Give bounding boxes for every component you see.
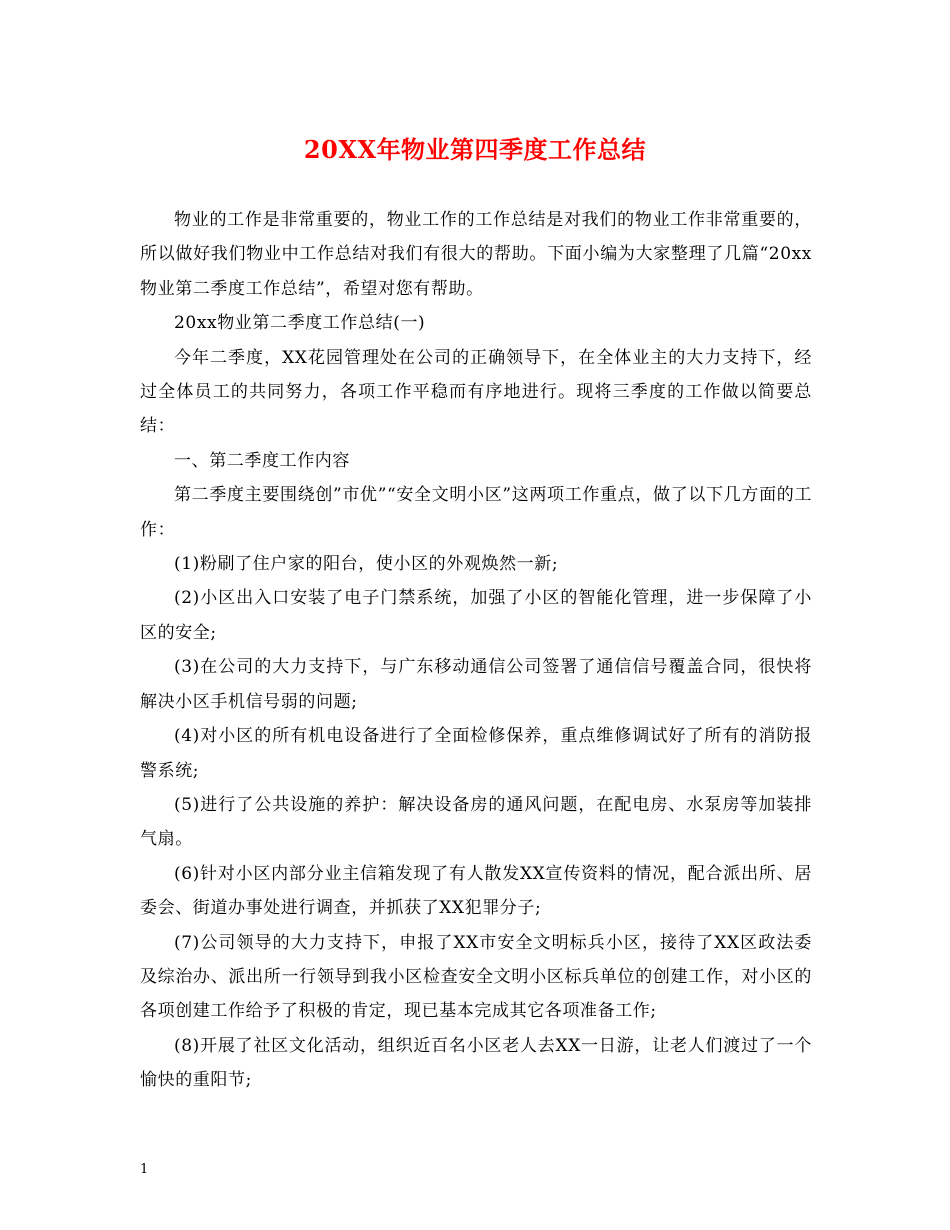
list-item: (4)对小区的所有机电设备进行了全面检修保养，重点维修调试好了所有的消防报警系统; xyxy=(140,726,812,781)
list-item: (7)公司领导的大力支持下，申报了XX市安全文明标兵小区，接待了XX区政法委及综治办、派出所一行领导到我小区检查安全文明小区标兵单位的创建工作，对小区的各项创建工作给予了积极的肯定，现已基本完成其它各项准备工作; xyxy=(140,932,812,1022)
paragraph: 第二季度主要围绕创”市优”“安全文明小区”这两项工作重点，做了以下几方面的工作： xyxy=(140,485,812,540)
list-item: (1)粉刷了住户家的阳台，使小区的外观焕然一新; xyxy=(174,554,559,575)
paragraph: 今年二季度，XX花园管理处在公司的正确领导下，在全体业主的大力支持下，经过全体员工的共同努力，各项工作平稳而有序地进行。现将三季度的工作做以简要总结： xyxy=(140,347,812,437)
list-item: (3)在公司的大力支持下，与广东移动通信公司签署了通信信号覆盖合同，很快将解决小区手机信号弱的问题; xyxy=(140,657,812,712)
list-item: (5)进行了公共设施的养护：解决设备房的通风问题，在配电房、水泵房等加装排气扇。 xyxy=(140,794,812,850)
section-heading: 一、第二季度工作内容 xyxy=(174,450,350,471)
paragraph: 物业的工作是非常重要的，物业工作的工作总结是对我们的物业工作非常重要的，所以做好我们物业中工作总结对我们有很大的帮助。下面小编为大家整理了几篇“20xx物业第二季度工作总结”，希望对您有帮助。 xyxy=(140,210,812,299)
list-item: (8)开展了社区文化活动，组织近百名小区老人去XX一日游，让老人们渡过了一个愉快的重阳节; xyxy=(140,1035,812,1091)
list-item: (2)小区出入口安装了电子门禁系统，加强了小区的智能化管理，进一步保障了小区的安全; xyxy=(140,588,812,643)
document-title: 20XX年物业第四季度工作总结 xyxy=(303,135,647,164)
document-body xyxy=(140,203,812,1098)
section-heading: 20xx物业第二季度工作总结(一) xyxy=(174,313,426,334)
list-item: (6)针对小区内部分业主信箱发现了有人散发XX宣传资料的情况，配合派出所、居委会、街道办事处进行调查，并抓获了XX犯罪分子; xyxy=(140,863,812,919)
page-number: 1 xyxy=(140,1162,149,1177)
